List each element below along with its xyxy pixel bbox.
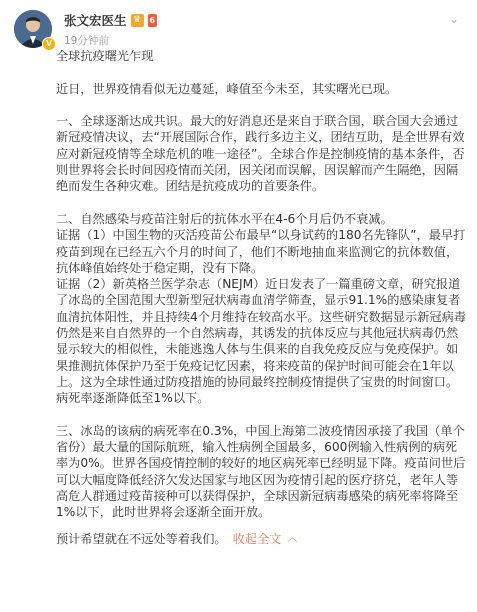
closing-line — [56, 531, 466, 547]
paragraph-point-1: 一、全球逐渐达成共识。最大的好消息还是来自于联合国，联合国大会通过新冠疫情决议，去“开展国际合作，践行多边主义，团结互助，是全世界有效应对新冠疫情等全球危机的唯一途径”。全球合作是控制疫情的基本条件，否则世界将会长时间因疫情而关闭，因关闭而误解，因误解而产生隔绝，因隔绝而发生各种灾难。团结是抗疫成功的首要条件。 — [56, 114, 465, 194]
spacer — [56, 64, 466, 80]
level-badge-icon[interactable]: 6 — [149, 15, 156, 25]
author-name[interactable]: 张文宏医生 — [64, 13, 127, 28]
vip-crown-icon[interactable]: ♛ — [131, 14, 144, 27]
chevron-up-icon[interactable]: ︿ — [287, 532, 298, 544]
post-time[interactable]: 19分钟前 — [64, 35, 109, 47]
chevron-down-icon[interactable]: ⌄ — [448, 12, 460, 26]
spacer — [56, 97, 466, 113]
spacer — [56, 195, 466, 211]
closing-text: 预计希望就在不远处等着我们。 — [56, 531, 227, 546]
post-title: 全球抗疫曙光乍现 — [56, 49, 154, 63]
spacer — [56, 407, 466, 423]
paragraph-point-2: 二、自然感染与疫苗注射后的抗体水平在4-6个月后仍不衰减。 — [56, 211, 393, 226]
post-content — [56, 48, 466, 547]
verified-v-icon: V — [42, 37, 56, 51]
collapse-link[interactable]: 收起全文 — [232, 531, 282, 546]
paragraph-evidence-2: 证据（2）新英格兰医学杂志（NEJM）近日发表了一篇重磅文章，研究报道了冰岛的全国范围大型新型冠状病毒血清学筛查，显示91.1%的感染康复者血清抗体阳性，并且持续4个月维持在较高水平。这些研究数据显示新冠病毒仍然是来自自然界的一个自然病毒，其诱发的抗体反应与其他冠状病毒仍然显示较大的相似性，未能逃逸人体与生俱来的自我免疫反应与免疫保护。如果推测抗体保护乃至于免疫记忆因素，将来疫苗的保护时间可能会在1年以上。这为全球性通过防疫措施的协同最终控制疫情提供了宝贵的时间窗口。病死率逐渐降低至1%以下。 — [56, 277, 466, 406]
author-row — [64, 12, 157, 28]
spacer — [56, 521, 466, 531]
paragraph-intro: 近日，世界疫情看似无边蔓延，峰值至今未至，其实曙光已现。 — [56, 81, 398, 96]
paragraph-evidence-1: 证据（1）中国生物的灭活疫苗公布最早“以身试药的180名先锋队”，最早打疫苗到现在已经五六个月的时间了，他们不断地抽血来监测它的抗体数值，抗体峰值始终处于稳定期，没有下降。 — [56, 228, 466, 275]
paragraph-point-3: 三、冰岛的该病的病死率在0.3%，中国上海第二波疫情因承接了我国（单个省份）最大量的国际航班，输入性病例全国最多，600例输入性病例的病死率为0%。世界各国疫情控制的较好的地区病死率已经明显下降。疫苗问世后可以大幅度降低经济欠发达国家与地区因为疫情引起的医疗挤兑，老年人等高危人群通过疫苗接种可以获得保护，全球因新冠病毒感染的病死率将降至1%以下，此时世界将会逐渐全面开放。 — [56, 423, 466, 520]
